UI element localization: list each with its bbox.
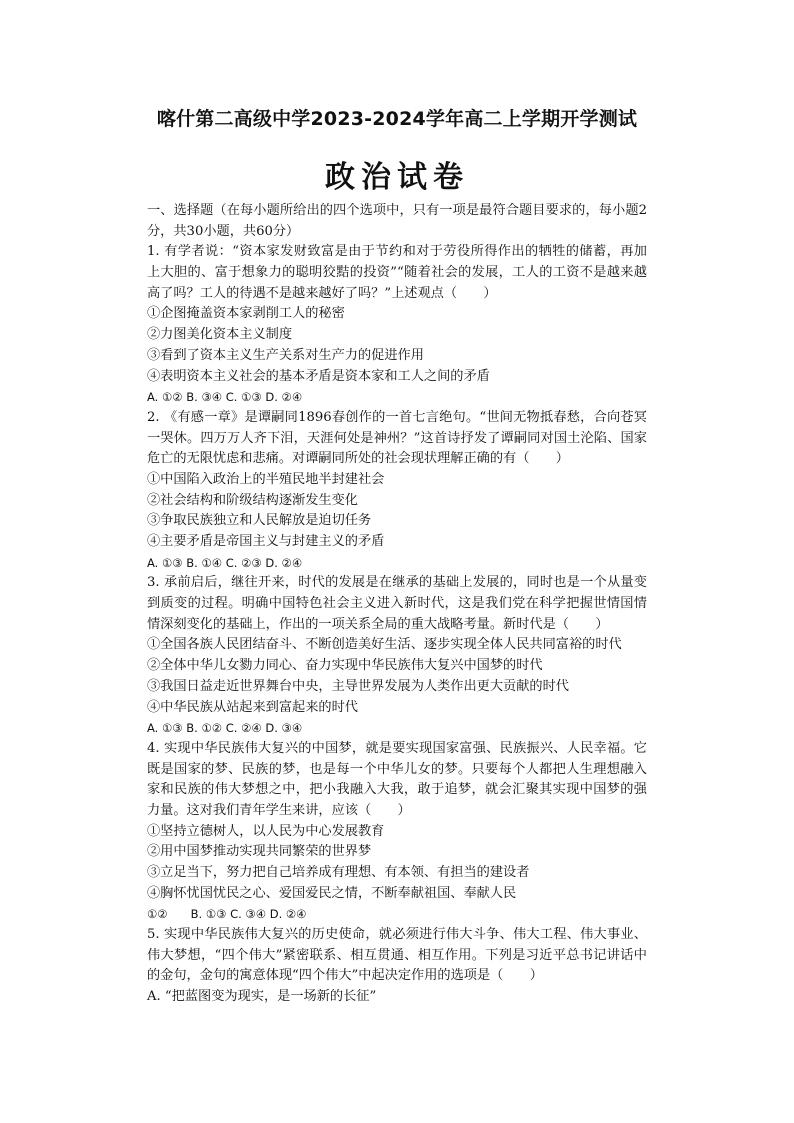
question-item: ④中华民族从站起来到富起来的时代 [147, 699, 358, 715]
question-5 [147, 925, 647, 1008]
question-stem-line: 伟大梦想，“四个伟大”紧密联系、相互贯通、相互作用。下列是习近平总书记讲话中 [147, 947, 647, 963]
question-options: A. ①② B. ③④ C. ①③ D. ②④ [147, 390, 303, 405]
question-stem-line: 一哭休。四万万人齐下泪，天涯何处是神州？”这首诗抒发了谭嗣同对国土沦陷、国家 [147, 430, 647, 446]
question-item: ②力图美化资本主义制度 [147, 327, 293, 343]
question-item: ③看到了资本主义生产关系对生产力的促进作用 [147, 347, 424, 363]
question-options: A. ①③ B. ①② C. ②④ D. ③④ [147, 721, 303, 736]
question-item: ④主要矛盾是帝国主义与封建主义的矛盾 [147, 534, 385, 549]
exam-subtitle: 政治试卷 [325, 160, 469, 195]
question-stem-line: 2. 《有感一章》是谭嗣同1896春创作的一首七言绝句。“世间无物抵春愁，合向苍冥 [147, 409, 647, 425]
question-stem-line: 的金句，金句的寓意体现“四个伟大”中起决定作用的选项是（ ） [147, 968, 543, 984]
question-3 [147, 573, 647, 739]
exam-content [147, 201, 647, 1008]
question-item: A. “把蓝图变为现实，是一场新的长征” [147, 989, 377, 1005]
section-heading-line: 一、选择题（在每小题所给出的四个选项中，只有一项是最符合题目要求的，每小题2 [147, 203, 647, 218]
question-options: ①② B. ①③ C. ③④ D. ②④ [147, 907, 307, 922]
question-1 [147, 242, 647, 408]
question-stem-line: 高了吗？工人的待遇不是越来越好了吗？”上述观点（ ） [147, 285, 497, 301]
question-item: ③我国日益走近世界舞台中央，主导世界发展为人类作出更大贡献的时代 [147, 678, 569, 694]
question-item: ②用中国梦推动实现共同繁荣的世界梦 [147, 844, 372, 860]
question-item: ②全体中华儿女勠力同心、奋力实现中华民族伟大复兴中国梦的时代 [147, 658, 543, 674]
question-stem-line: 力量。这对我们青年学生来讲，应该（ ） [147, 802, 411, 818]
section-heading-line: 分，共30小题，共60分） [147, 223, 300, 239]
question-2 [147, 408, 647, 574]
question-item: ①中国陷入政治上的半殖民地半封建社会 [147, 471, 385, 487]
question-item: ①全国各族人民团结奋斗、不断创造美好生活、逐步实现全体人民共同富裕的时代 [147, 637, 622, 653]
exam-title: 喀什第二高级中学2023-2024学年高二上学期开学测试 [156, 108, 638, 130]
question-item: ④表明资本主义社会的基本矛盾是资本家和工人之间的矛盾 [147, 368, 490, 384]
question-stem-line: 既是国家的梦、民族的梦，也是每一个中华儿女的梦。只要每个人都把人生理想融入 [147, 761, 647, 777]
question-stem-line: 5. 实现中华民族伟大复兴的历史使命，就必须进行伟大斗争、伟大工程、伟大事业、 [147, 927, 647, 943]
question-item: ①企图掩盖资本家剥削工人的秘密 [147, 306, 345, 322]
question-stem-line: 1. 有学者说：“资本家发财致富是由于节约和对于劳役所得作出的牺牲的储蓄，再加 [147, 244, 647, 260]
question-stem-line: 到质变的过程。明确中国特色社会主义进入新时代，这是我们党在科学把握世情国情 [147, 596, 647, 612]
question-4 [147, 739, 647, 925]
question-options: A. ①③ B. ①④ C. ②③ D. ②④ [147, 555, 303, 570]
question-item: ④胸怀忧国忧民之心、爱国爱民之情，不断奉献祖国、奉献人民 [147, 885, 517, 901]
question-stem-line: 3. 承前启后，继往开来，时代的发展是在继承的基础上发展的，同时也是一个从量变 [147, 575, 647, 591]
question-item: ①坚持立德树人，以人民为中心发展教育 [147, 823, 385, 839]
question-stem-line: 上大胆的、富于想象力的聪明狡黠的投资”“随着社会的发展，工人的工资不是越来越 [147, 265, 647, 281]
question-item: ③争取民族独立和人民解放是迫切任务 [147, 513, 372, 529]
question-item: ③立足当下，努力把自己培养成有理想、有本领、有担当的建设者 [147, 865, 530, 880]
question-stem-line: 4. 实现中华民族伟大复兴的中国梦，就是要实现国家富强、民族振兴、人民幸福。它 [147, 740, 647, 756]
question-stem-line: 家和民族的伟大梦想之中，把小我融入大我，敢于追梦，就会汇聚其实现中国梦的强 [147, 782, 647, 798]
question-stem-line: 危亡的无限忧虑和悲痛。对谭嗣同所处的社会现状理解正确的有（ ） [147, 451, 569, 467]
question-stem-line: 情深刻变化的基础上，作出的一项关系全局的重大战略考量。新时代是（ ） [147, 616, 609, 632]
question-item: ②社会结构和阶级结构逐渐发生变化 [147, 492, 358, 508]
